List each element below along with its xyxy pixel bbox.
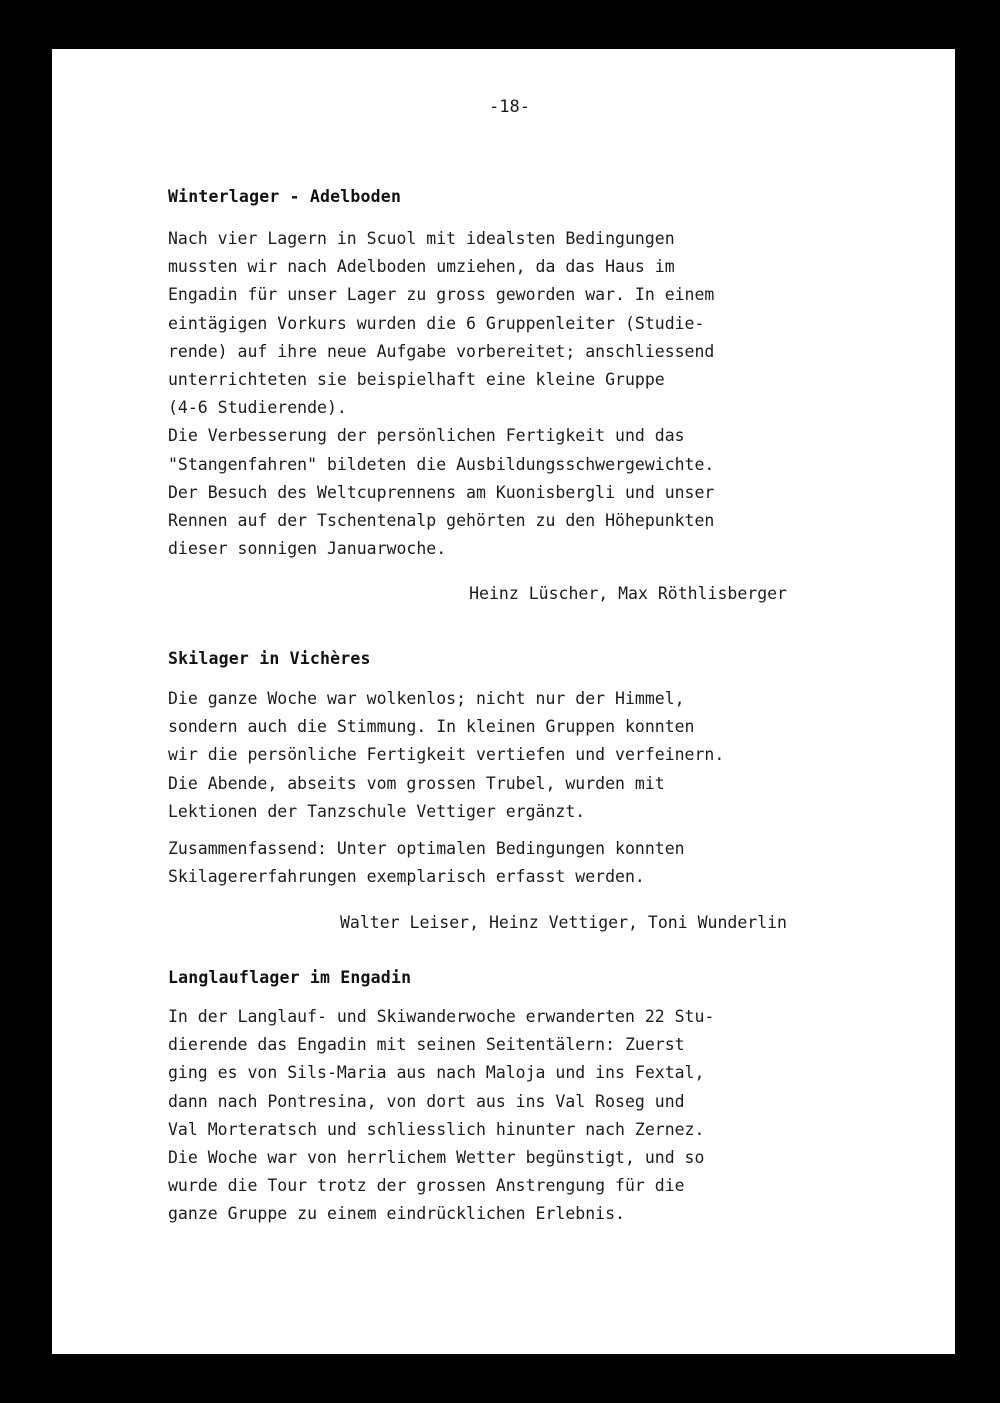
section-langlauflager: [168, 968, 808, 987]
section-skilager-summary: [168, 835, 808, 891]
section-skilager: [168, 649, 808, 668]
page-number: -18-: [489, 97, 530, 117]
section-heading: Skilager in Vichères: [168, 649, 371, 668]
paragraph: In der Langlauf- und Skiwanderwoche erwanderten 22 Stu- dierende das Engadin mit seinen Seitentälern: Zuerst ging es von Sils-Maria aus nach Maloja und ins Fextal, dann nach Pontresina, von dort aus ins Val Roseg und Val Morteratsch und schliesslich hinunter nach Zernez. Die Woche war von herrlichem Wetter begünstigt, und so wurde die Tour trotz der grossen Anstrengung für die ganze Gruppe zu einem eindrücklichen Erlebnis.: [168, 1007, 715, 1224]
paragraph: Zusammenfassend: Unter optimalen Bedingungen konnten Skilagererfahrungen exemplarisch erfasst werden.: [168, 839, 685, 887]
document-page: [52, 49, 955, 1354]
paragraph: Nach vier Lagern in Scuol mit idealsten Bedingungen mussten wir nach Adelboden umziehen, da das Haus im Engadin für unser Lager zu gross geworden war. In einem eintägigen Vorkurs wurden die 6 Gruppenleiter (Studie- rende) auf ihre neue Aufgabe vorbereitet; anschliessend unterrichteten sie beispielhaft eine kleine Gruppe (4-6 Studierende). Die Verbesserung der persönlichen Fertigkeit und das "Stangenfahren" bildeten die Ausbildungsschwergewichte. Der Besuch des Weltcuprennens am Kuonisbergli und unser Rennen auf der Tschentenalp gehörten zu den Höhepunkten dieser sonnigen Januarwoche.: [168, 229, 715, 559]
section-langlauflager-body: [168, 1003, 808, 1229]
signature: Walter Leiser, Heinz Vettiger, Toni Wunderlin: [339, 913, 787, 932]
section-winterlager: [168, 187, 808, 206]
section-heading: Langlauflager im Engadin: [168, 968, 412, 987]
section-heading: Winterlager - Adelboden: [168, 187, 402, 206]
section-skilager-body: [168, 685, 808, 826]
signature: Heinz Lüscher, Max Röthlisberger: [469, 584, 787, 603]
section-winterlager-body: [168, 225, 808, 563]
paragraph: Die ganze Woche war wolkenlos; nicht nur der Himmel, sondern auch die Stimmung. In kleinen Gruppen konnten wir die persönliche Fertigkeit vertiefen und verfeinern. Die Abende, abseits vom grossen Trubel, wurden mit Lektionen der Tanzschule Vettiger ergänzt.: [168, 689, 725, 821]
